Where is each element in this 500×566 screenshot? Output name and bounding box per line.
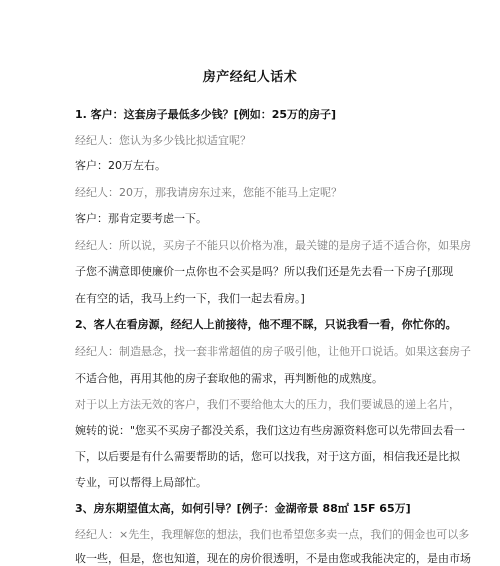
agent-line: 经纪人：20万，那我请房东过来，您能不能马上定呢？ xyxy=(75,186,342,199)
agent-line: 经纪人：制造悬念，找一套非常超值的房子吸引他，让他开口说话。如果这套房子 xyxy=(75,345,471,358)
paragraph-line: 不适合他，再用其他的房子套取他的需求，再判断他的成熟度。 xyxy=(75,372,383,385)
paragraph-line: 婉转的说："您买不买房子都没关系，我们这边有些房源资料您可以先带回去看一 xyxy=(75,424,466,437)
agent-line: 经纪人：×先生，我理解您的想法，我们也希望您多卖一点，我们的佣金也可以多 xyxy=(75,528,470,541)
agent-line: 经纪人：您认为多少钱比拟适宜呢？ xyxy=(75,134,251,147)
client-line: 客户：那肯定要考虑一下。 xyxy=(75,212,207,225)
agent-line: 经纪人：所以说，买房子不能只以价格为准，最关键的是房子适不适合你，如果房 xyxy=(75,239,471,252)
section-3-heading: 3、房东期望值太高，如何引导？[例子：金湖帝景 88㎡ 15F 65万] xyxy=(75,502,411,515)
section-1-heading: 1. 客户：这套房子最低多少钱？[例如：25万的房子] xyxy=(75,108,337,121)
paragraph-line: 在有空的话，我马上约一下，我们一起去看房。] xyxy=(75,292,305,305)
paragraph-line: 子您不满意即使廉价一点你也不会买是吗？所以我们还是先去看一下房子[那现 xyxy=(75,265,454,278)
client-line: 客户：20万左右。 xyxy=(75,159,166,172)
paragraph-line: 下，以后要是有什么需要帮助的话，您可以找我，对于这方面，相信我还是比拟 xyxy=(75,450,460,463)
paragraph-line: 对于以上方法无效的客户，我们不要给他太大的压力，我们要诚恳的递上名片， xyxy=(75,398,460,411)
section-2-heading: 2、客人在看房源，经纪人上前接待，他不理不睬，只说我看一看，你忙你的。 xyxy=(75,318,457,331)
paragraph-line: 专业，可以帮得上局部忙。 xyxy=(75,476,207,489)
document-title: 房产经纪人话术 xyxy=(202,70,298,85)
paragraph-line: 收一些，但是，您也知道，现在的房价很透明，不是由您或我能决定的，是由市场 xyxy=(75,552,471,565)
